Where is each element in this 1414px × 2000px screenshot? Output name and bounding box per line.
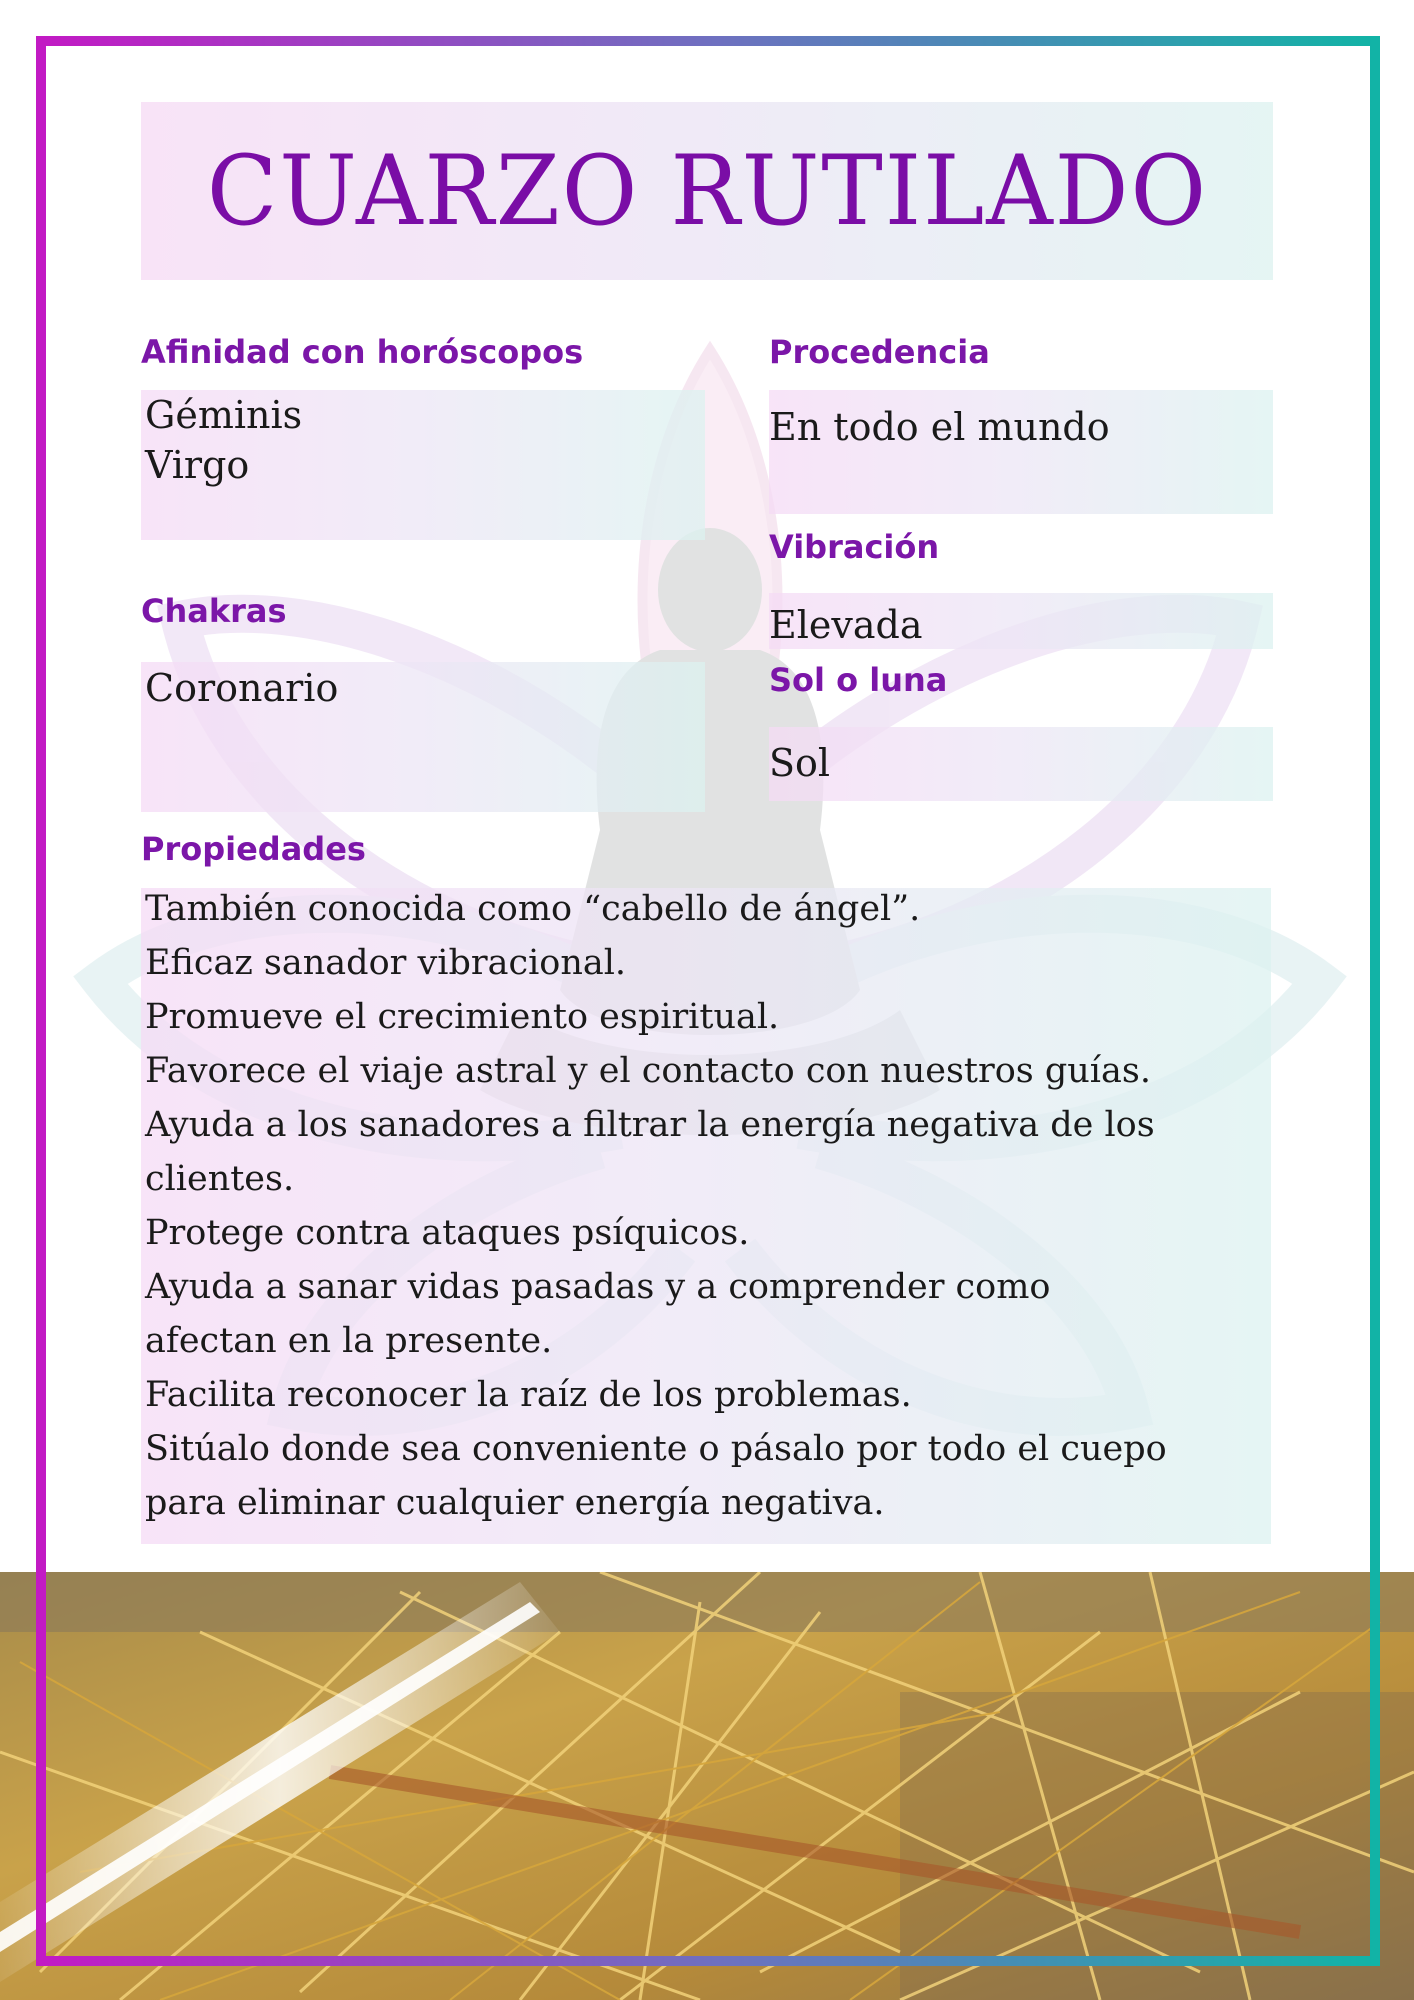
vibration-label: Vibración bbox=[769, 528, 940, 566]
properties-list bbox=[145, 882, 1270, 1530]
origin-value: En todo el mundo bbox=[769, 405, 1110, 449]
property-line: Promueve el crecimiento espiritual. bbox=[145, 997, 780, 1037]
origin-label: Procedencia bbox=[769, 333, 990, 371]
title-banner bbox=[141, 102, 1273, 280]
page-title: CUARZO RUTILADO bbox=[206, 135, 1208, 247]
vibration-value: Elevada bbox=[769, 603, 923, 647]
sun-moon-box bbox=[769, 727, 1273, 801]
property-line: También conocida como “cabello de ángel”. bbox=[145, 889, 921, 929]
sun-moon-value: Sol bbox=[769, 741, 831, 785]
horoscope-value-1: Géminis bbox=[145, 393, 303, 437]
property-line: Ayuda a los sanadores a filtrar la energía negativa de los bbox=[145, 1105, 1155, 1145]
sun-moon-label: Sol o luna bbox=[769, 661, 948, 699]
property-line: clientes. bbox=[145, 1159, 295, 1199]
property-line: afectan en la presente. bbox=[145, 1321, 553, 1361]
horoscope-value-2: Virgo bbox=[145, 443, 250, 487]
property-line: Eficaz sanador vibracional. bbox=[145, 943, 627, 983]
chakras-label: Chakras bbox=[141, 592, 287, 630]
property-line: Ayuda a sanar vidas pasadas y a comprender como bbox=[145, 1267, 1051, 1307]
chakras-value: Coronario bbox=[145, 666, 339, 710]
horoscope-label: Afinidad con horóscopos bbox=[141, 333, 584, 371]
property-line: Facilita reconocer la raíz de los problemas. bbox=[145, 1375, 912, 1415]
property-line: Protege contra ataques psíquicos. bbox=[145, 1213, 750, 1253]
property-line: Favorece el viaje astral y el contacto con nuestros guías. bbox=[145, 1051, 1151, 1091]
properties-label: Propiedades bbox=[141, 830, 366, 868]
property-line: para eliminar cualquier energía negativa. bbox=[145, 1483, 885, 1523]
property-line: Sitúalo donde sea conveniente o pásalo por todo el cuepo bbox=[145, 1429, 1167, 1469]
